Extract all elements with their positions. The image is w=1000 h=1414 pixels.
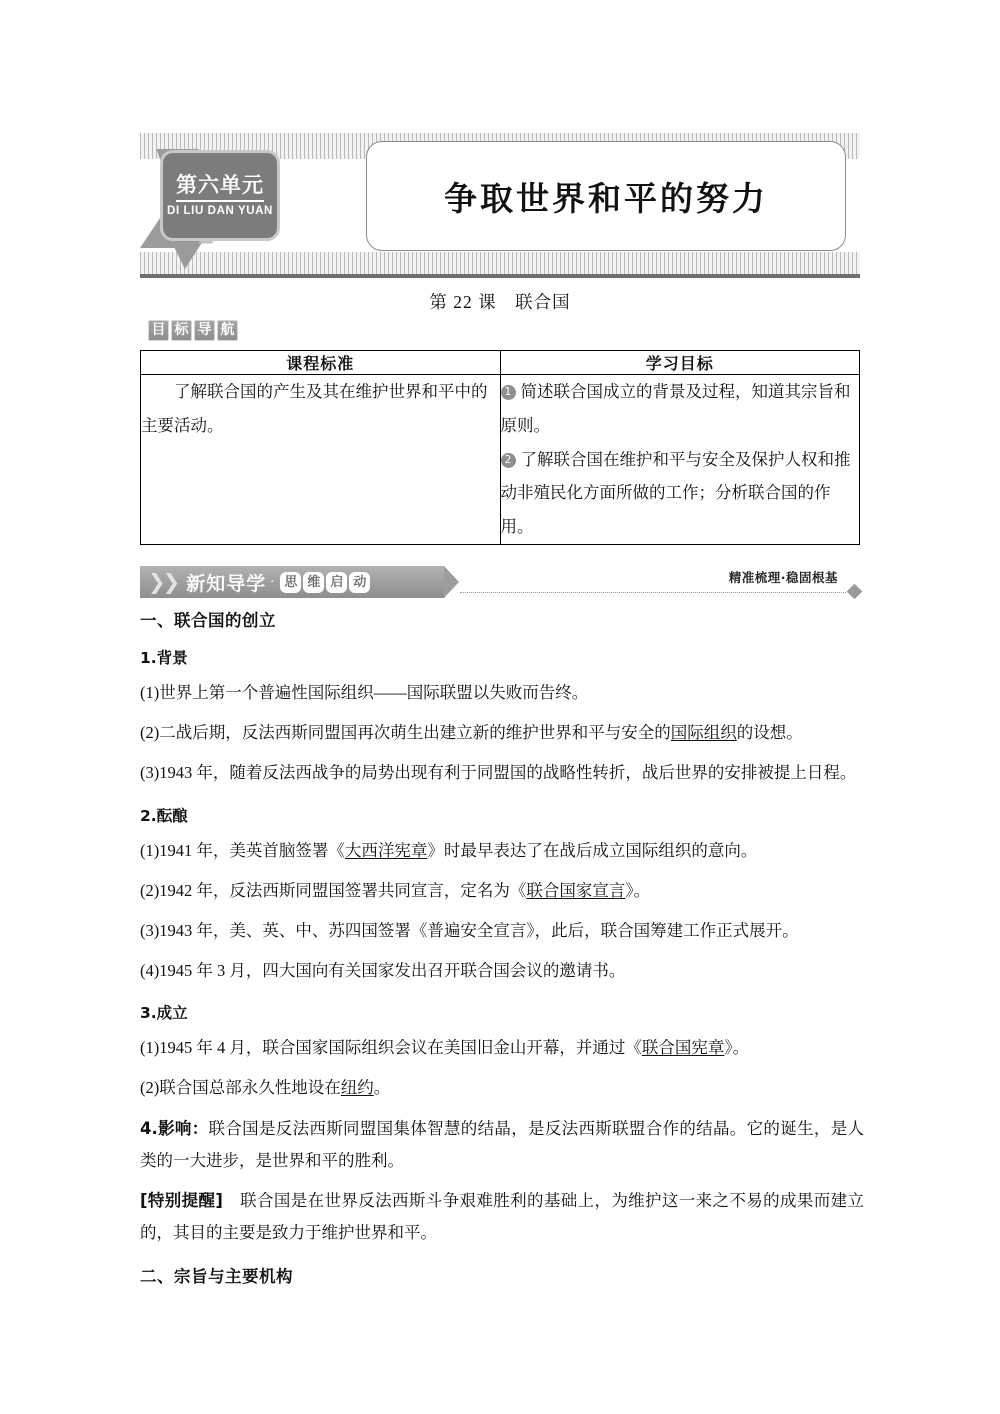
heading-section-one: 一、联合国的创立	[140, 611, 276, 630]
course-standard-text: 了解联合国的产生及其在维护世界和平中的主要活动。	[141, 382, 488, 435]
cell-course-standard	[141, 375, 501, 545]
banner-pill: 维	[303, 572, 324, 593]
text-post: 》时最早表达了在战后成立国际组织的意向。	[427, 840, 758, 860]
text-pre: (3)1943 年，随着反法西战争的局势出现有利于同盟国的战略性转折，战后世界的安排被提上日程。	[140, 763, 857, 783]
section-banner-tab	[140, 566, 444, 598]
badge-char: 标	[171, 320, 192, 341]
goal-navigation-badge	[148, 320, 238, 341]
underlined-term: 国际组织	[670, 723, 737, 743]
text-pre: (3)1943 年，美、英、中、苏四国签署《普遍安全宣言》，此后，联合国筹建工作正式展开。	[140, 920, 799, 940]
paragraph-tip	[140, 1185, 864, 1249]
unit-title: 争取世界和平的努力	[444, 178, 768, 218]
banner-separator-dot: ·	[270, 574, 275, 590]
table-row	[141, 375, 860, 545]
cell-learning-objectives	[500, 375, 860, 545]
text-pre: (2)二战后期，反法西斯同盟国再次萌生出建立新的维护世界和平与安全的	[140, 723, 671, 743]
heading-section-two: 二、宗旨与主要机构	[140, 1267, 293, 1287]
unit-number-chip	[160, 150, 280, 241]
tip-text: 联合国是在世界反法西斯斗争艰难胜利的基础上，为维护这一来之不易的成果而建立的，其目的主要是致力于维护世界和平。	[140, 1190, 864, 1243]
paragraph	[140, 1032, 864, 1064]
table-header-row	[141, 351, 860, 375]
text-pre: (1)世界上第一个普遍性国际组织——国际联盟以失败而告终。	[140, 683, 589, 702]
text-post: 。	[373, 1078, 391, 1098]
objective-item	[501, 443, 860, 544]
text-post: 》。	[625, 880, 651, 900]
underlined-term: 纽约	[340, 1078, 374, 1098]
impact-label: 4.影响：	[140, 1118, 209, 1138]
paragraph	[140, 835, 864, 867]
unit-label: 第六单元	[176, 174, 264, 201]
text-pre: (2)1942 年，反法西斯同盟国签署共同宣言，定名为《	[140, 880, 527, 900]
badge-char: 目	[148, 320, 169, 341]
circled-number-icon: 1	[501, 385, 516, 400]
unit-header-banner	[140, 133, 860, 278]
objective-item	[501, 375, 860, 443]
circled-number-icon: 2	[501, 453, 516, 468]
paragraph	[140, 677, 864, 709]
text-pre: (1)1941 年，美英首脑签署《	[140, 840, 345, 860]
objective-table	[140, 350, 860, 545]
paragraph	[140, 955, 864, 987]
double-chevron-icon: ❯❯	[148, 570, 178, 594]
section-banner	[140, 566, 860, 600]
tip-label: [特别提醒]	[140, 1190, 223, 1210]
paragraph	[140, 1072, 864, 1104]
text-pre: (2)联合国总部永久性地设在	[140, 1078, 341, 1098]
objective-text: 简述联合国成立的背景及过程，知道其宗旨和原则。	[500, 382, 851, 435]
column-header-standard: 课程标准	[141, 351, 501, 375]
underlined-term: 联合国宪章	[641, 1038, 725, 1058]
text-pre: (1)1945 年 4 月，联合国家国际组织会议在美国旧金山开幕，并通过《	[140, 1038, 642, 1058]
paragraph	[140, 875, 864, 907]
heading-brewing: 2.酝酿	[140, 806, 188, 825]
heading-background: 1.背景	[140, 649, 188, 667]
paragraph	[140, 757, 864, 789]
heading-establishment: 3.成立	[140, 1004, 188, 1023]
section-banner-subtitle: 精准梳理·稳固根基	[728, 570, 838, 585]
lesson-title: 第 22 课 联合国	[429, 292, 571, 312]
underlined-term: 联合国家宣言	[526, 880, 626, 900]
banner-pill-group	[280, 572, 370, 593]
unit-pinyin: DI LIU DAN YUAN	[167, 204, 273, 217]
text-post: 》。	[724, 1038, 750, 1058]
banner-pill: 思	[280, 572, 301, 593]
paragraph	[140, 915, 864, 947]
badge-char: 航	[217, 320, 238, 341]
paragraph	[140, 717, 864, 749]
text-pre: (4)1945 年 3 月，四大国向有关国家发出召开联合国会议的邀请书。	[140, 961, 626, 981]
banner-dotted-line	[460, 592, 846, 593]
diamond-marker-icon	[847, 584, 863, 600]
unit-title-box	[366, 141, 846, 251]
text-post: 的设想。	[736, 723, 803, 743]
impact-text: 联合国是反法西斯同盟国集体智慧的结晶，是反法西斯联盟合作的结晶。它的诞生，是人类的一大进步，是世界和平的胜利。	[140, 1118, 865, 1170]
paragraph-impact	[140, 1113, 864, 1177]
underlined-term: 大西洋宪章	[344, 840, 428, 860]
body-content	[140, 607, 864, 1302]
banner-pill: 启	[326, 572, 347, 593]
column-header-objectives: 学习目标	[500, 351, 860, 375]
section-banner-title: 新知导学	[186, 572, 267, 595]
objective-text: 了解联合国在维护和平与安全及保护人权和推动非殖民化方面所做的工作；分析联合国的作用。	[500, 449, 851, 537]
banner-pill: 动	[349, 572, 370, 593]
badge-char: 导	[194, 320, 215, 341]
